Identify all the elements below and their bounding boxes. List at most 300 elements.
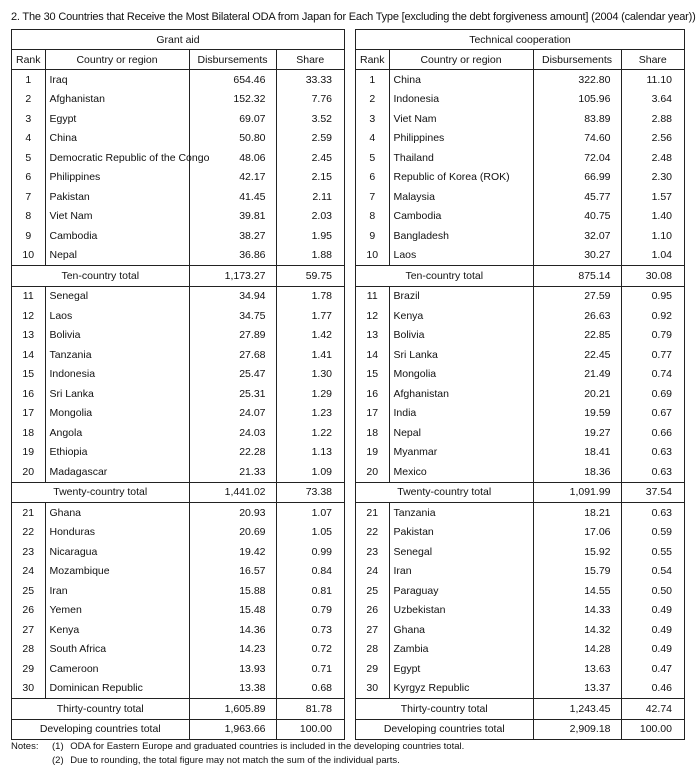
country-cell: Brazil (389, 286, 533, 306)
col-disbursements: Disbursements (533, 50, 621, 70)
disbursements-cell: 14.55 (533, 581, 621, 601)
table-row (356, 679, 684, 699)
share-cell: 1.09 (311, 465, 332, 478)
disbursements-cell: 25.47 (189, 365, 276, 385)
rank-cell: 3 (356, 109, 389, 129)
share-cell: 1.13 (311, 446, 332, 459)
grant-aid-heading: Grant aid (12, 30, 344, 50)
note-text: ODA for Eastern Europe and graduated countries is included in the developing countries total. (70, 741, 465, 752)
disbursements-cell: 16.57 (189, 562, 276, 582)
disbursements-cell: 19.59 (533, 404, 621, 424)
table-row (12, 423, 344, 443)
table-row (12, 226, 344, 246)
rank-cell: 13 (356, 326, 389, 346)
disbursements-cell: 50.80 (189, 129, 276, 149)
country-cell: Cameroon (45, 659, 189, 679)
disbursements-cell: 15.92 (533, 542, 621, 562)
country-cell: Madagascar (45, 462, 189, 482)
share-cell: 0.63 (651, 446, 672, 459)
rank-cell: 13 (12, 326, 45, 346)
share-cell: 2.59 (311, 132, 332, 145)
table-row (12, 581, 344, 601)
share-cell: 0.84 (311, 565, 332, 578)
share-cell: 0.68 (311, 682, 332, 695)
rank-cell: 1 (356, 70, 389, 90)
rank-cell: 4 (356, 129, 389, 149)
table-row (12, 620, 344, 640)
share-cell: 3.64 (651, 93, 672, 106)
table-row (356, 207, 684, 227)
disbursements-cell: 34.75 (189, 306, 276, 326)
col-rank: Rank (356, 50, 389, 70)
rank-cell: 20 (12, 462, 45, 482)
table-row (356, 620, 684, 640)
share-cell: 1.77 (311, 309, 332, 322)
share-cell: 2.56 (651, 132, 672, 145)
rank-cell: 21 (356, 503, 389, 523)
country-cell: China (45, 129, 189, 149)
table-row (356, 70, 684, 90)
total-disbursements: 1,173.27 (189, 266, 276, 287)
table-row (356, 345, 684, 365)
disbursements-cell: 14.36 (189, 620, 276, 640)
share-cell: 0.99 (311, 545, 332, 558)
country-cell: Ghana (389, 620, 533, 640)
table-row (356, 462, 684, 482)
country-cell: Senegal (389, 542, 533, 562)
table-row (356, 90, 684, 110)
share-cell: 11.10 (646, 73, 672, 86)
disbursements-cell: 15.48 (189, 601, 276, 621)
rank-cell: 29 (356, 659, 389, 679)
rank-cell: 17 (356, 404, 389, 424)
share-cell: 2.15 (311, 171, 332, 184)
disbursements-cell: 45.77 (533, 187, 621, 207)
country-cell: Pakistan (45, 187, 189, 207)
table-row (12, 384, 344, 404)
disbursements-cell: 69.07 (189, 109, 276, 129)
table-row (356, 109, 684, 129)
total-row-10 (12, 266, 344, 287)
table-row (12, 326, 344, 346)
country-cell: Cambodia (389, 207, 533, 227)
country-cell: Philippines (45, 168, 189, 188)
rank-cell: 2 (356, 90, 389, 110)
share-cell: 0.72 (311, 643, 332, 656)
table-row (12, 70, 344, 90)
table-row (356, 443, 684, 463)
disbursements-cell: 27.68 (189, 345, 276, 365)
rank-cell: 27 (356, 620, 389, 640)
table-row (12, 306, 344, 326)
total-label: Twenty-country total (12, 482, 189, 503)
share-cell: 1.07 (311, 506, 332, 519)
total-share: 73.38 (276, 482, 344, 503)
country-cell: Iran (389, 562, 533, 582)
rank-cell: 24 (12, 562, 45, 582)
table-row (356, 404, 684, 424)
table-row (12, 640, 344, 660)
country-cell: Sri Lanka (45, 384, 189, 404)
table-row (356, 226, 684, 246)
rank-cell: 27 (12, 620, 45, 640)
country-cell: Dominican Republic (45, 679, 189, 699)
rank-cell: 15 (12, 365, 45, 385)
total-share: 59.75 (276, 266, 344, 287)
disbursements-cell: 83.89 (533, 109, 621, 129)
rank-cell: 9 (12, 226, 45, 246)
share-cell: 2.03 (311, 210, 332, 223)
country-cell: Paraguay (389, 581, 533, 601)
table-row (356, 659, 684, 679)
col-rank: Rank (12, 50, 45, 70)
disbursements-cell: 66.99 (533, 168, 621, 188)
rank-cell: 20 (356, 462, 389, 482)
rank-cell: 17 (12, 404, 45, 424)
total-share: 30.08 (621, 266, 684, 287)
total-row-20 (356, 482, 684, 503)
table-row (12, 148, 344, 168)
share-cell: 1.41 (311, 348, 332, 361)
country-cell: Afghanistan (389, 384, 533, 404)
share-cell: 0.47 (651, 662, 672, 675)
disbursements-cell: 22.85 (533, 326, 621, 346)
share-cell: 0.79 (651, 329, 672, 342)
share-cell: 0.66 (651, 426, 672, 439)
share-cell: 1.57 (651, 190, 672, 203)
country-cell: Mozambique (45, 562, 189, 582)
country-cell: Ethiopia (45, 443, 189, 463)
table-row (356, 129, 684, 149)
disbursements-cell: 105.96 (533, 90, 621, 110)
rank-cell: 6 (356, 168, 389, 188)
page-title: 2. The 30 Countries that Receive the Most Bilateral ODA from Japan for Each Type [excluding the debt forgiveness amount] (2004 (calendar year)) (11, 11, 696, 23)
disbursements-cell: 48.06 (189, 148, 276, 168)
table-row (12, 462, 344, 482)
rank-cell: 9 (356, 226, 389, 246)
total-share: 100.00 (276, 719, 344, 739)
country-cell: Indonesia (45, 365, 189, 385)
share-cell: 1.10 (651, 229, 672, 242)
country-cell: Egypt (45, 109, 189, 129)
share-cell: 2.48 (651, 151, 672, 164)
rank-cell: 2 (12, 90, 45, 110)
table-row (356, 503, 684, 523)
country-cell: Sri Lanka (389, 345, 533, 365)
rank-cell: 10 (12, 246, 45, 266)
share-cell: 0.63 (651, 506, 672, 519)
disbursements-cell: 38.27 (189, 226, 276, 246)
total-label: Thirty-country total (356, 699, 533, 720)
share-cell: 0.73 (311, 623, 332, 636)
rank-cell: 5 (356, 148, 389, 168)
grant-aid-table (11, 29, 345, 740)
country-cell: Honduras (45, 523, 189, 543)
disbursements-cell: 22.28 (189, 443, 276, 463)
technical-cooperation-heading: Technical cooperation (356, 30, 684, 50)
rank-cell: 6 (12, 168, 45, 188)
table-row (356, 562, 684, 582)
table-row (12, 365, 344, 385)
country-cell: Bolivia (389, 326, 533, 346)
country-cell: Myanmar (389, 443, 533, 463)
table-row (356, 246, 684, 266)
rank-cell: 8 (356, 207, 389, 227)
share-cell: 0.81 (311, 584, 332, 597)
disbursements-cell: 39.81 (189, 207, 276, 227)
rank-cell: 19 (12, 443, 45, 463)
disbursements-cell: 20.93 (189, 503, 276, 523)
disbursements-cell: 21.33 (189, 462, 276, 482)
note-text: Due to rounding, the total figure may not match the sum of the individual parts. (70, 754, 400, 766)
share-cell: 1.42 (311, 329, 332, 342)
share-cell: 0.50 (651, 584, 672, 597)
share-cell: 0.67 (651, 407, 672, 420)
share-cell: 1.04 (651, 249, 672, 262)
rank-cell: 8 (12, 207, 45, 227)
total-share: 81.78 (276, 699, 344, 720)
country-cell: Indonesia (389, 90, 533, 110)
share-cell: 1.29 (311, 387, 332, 400)
country-cell: Republic of Korea (ROK) (389, 168, 533, 188)
disbursements-cell: 13.63 (533, 659, 621, 679)
country-cell: Afghanistan (45, 90, 189, 110)
disbursements-cell: 26.63 (533, 306, 621, 326)
table-row (356, 306, 684, 326)
country-cell: Uzbekistan (389, 601, 533, 621)
disbursements-cell: 15.79 (533, 562, 621, 582)
rank-cell: 29 (12, 659, 45, 679)
country-cell: Tanzania (45, 345, 189, 365)
country-cell: Angola (45, 423, 189, 443)
table-row (12, 345, 344, 365)
share-cell: 0.46 (651, 682, 672, 695)
rank-cell: 30 (12, 679, 45, 699)
disbursements-cell: 21.49 (533, 365, 621, 385)
total-share: 42.74 (621, 699, 684, 720)
country-cell: Mongolia (45, 404, 189, 424)
table-row (12, 246, 344, 266)
table-row (12, 207, 344, 227)
share-cell: 0.95 (651, 290, 672, 303)
share-cell: 0.49 (651, 604, 672, 617)
disbursements-cell: 27.59 (533, 286, 621, 306)
disbursements-cell: 24.07 (189, 404, 276, 424)
table-row (356, 384, 684, 404)
note-number: (2) (52, 754, 64, 766)
share-cell: 0.74 (651, 368, 672, 381)
disbursements-cell: 14.28 (533, 640, 621, 660)
share-cell: 0.59 (651, 526, 672, 539)
total-disbursements: 1,441.02 (189, 482, 276, 503)
total-label: Ten-country total (12, 266, 189, 287)
disbursements-cell: 32.07 (533, 226, 621, 246)
share-cell: 1.22 (311, 426, 332, 439)
disbursements-cell: 18.36 (533, 462, 621, 482)
share-cell: 2.30 (651, 171, 672, 184)
total-disbursements: 1,243.45 (533, 699, 621, 720)
country-cell: Laos (45, 306, 189, 326)
rank-cell: 1 (12, 70, 45, 90)
disbursements-cell: 74.60 (533, 129, 621, 149)
country-cell: Mexico (389, 462, 533, 482)
share-cell: 33.33 (305, 73, 332, 86)
notes (11, 740, 464, 767)
share-cell: 1.88 (311, 249, 332, 262)
share-cell: 0.55 (651, 545, 672, 558)
table-row (356, 286, 684, 306)
disbursements-cell: 19.27 (533, 423, 621, 443)
rank-cell: 21 (12, 503, 45, 523)
country-cell: Iran (45, 581, 189, 601)
table-row (12, 443, 344, 463)
disbursements-cell: 25.31 (189, 384, 276, 404)
table-row (12, 562, 344, 582)
disbursements-cell: 19.42 (189, 542, 276, 562)
disbursements-cell: 72.04 (533, 148, 621, 168)
disbursements-cell: 14.33 (533, 601, 621, 621)
rank-cell: 24 (356, 562, 389, 582)
share-cell: 1.05 (311, 526, 332, 539)
rank-cell: 16 (356, 384, 389, 404)
table-row (356, 640, 684, 660)
table-row (356, 581, 684, 601)
disbursements-cell: 14.23 (189, 640, 276, 660)
share-cell: 2.11 (312, 190, 332, 203)
table-row (356, 168, 684, 188)
disbursements-cell: 36.86 (189, 246, 276, 266)
table-row (356, 365, 684, 385)
table-row (12, 90, 344, 110)
rank-cell: 11 (356, 286, 389, 306)
country-cell: Senegal (45, 286, 189, 306)
total-share: 100.00 (621, 719, 684, 739)
disbursements-cell: 27.89 (189, 326, 276, 346)
country-cell: Philippines (389, 129, 533, 149)
total-label: Developing countries total (12, 719, 189, 739)
table-row (12, 187, 344, 207)
rank-cell: 7 (12, 187, 45, 207)
rank-cell: 12 (356, 306, 389, 326)
disbursements-cell: 654.46 (189, 70, 276, 90)
disbursements-cell: 34.94 (189, 286, 276, 306)
note-number: (1) (52, 741, 64, 752)
disbursements-cell: 20.69 (189, 523, 276, 543)
share-cell: 1.40 (651, 210, 672, 223)
disbursements-cell: 30.27 (533, 246, 621, 266)
col-share: Share (276, 50, 344, 70)
notes-label: Notes: (11, 741, 39, 752)
country-cell: South Africa (45, 640, 189, 660)
share-cell: 0.71 (311, 662, 332, 675)
rank-cell: 5 (12, 148, 45, 168)
country-cell: Yemen (45, 601, 189, 621)
total-label: Ten-country total (356, 266, 533, 287)
developing-total-row (12, 719, 344, 739)
total-label: Developing countries total (356, 719, 533, 739)
rank-cell: 30 (356, 679, 389, 699)
total-disbursements: 1,605.89 (189, 699, 276, 720)
disbursements-cell: 22.45 (533, 345, 621, 365)
country-cell: Bangladesh (389, 226, 533, 246)
disbursements-cell: 20.21 (533, 384, 621, 404)
disbursements-cell: 40.75 (533, 207, 621, 227)
rank-cell: 25 (356, 581, 389, 601)
col-share: Share (621, 50, 684, 70)
disbursements-cell: 14.32 (533, 620, 621, 640)
total-label: Twenty-country total (356, 482, 533, 503)
table-row (356, 542, 684, 562)
rank-cell: 7 (356, 187, 389, 207)
country-cell: Democratic Republic of the Congo (45, 148, 189, 168)
rank-cell: 18 (12, 423, 45, 443)
share-cell: 0.54 (651, 565, 672, 578)
share-cell: 0.77 (651, 348, 672, 361)
rank-cell: 14 (12, 345, 45, 365)
country-cell: Viet Nam (389, 109, 533, 129)
disbursements-cell: 13.37 (533, 679, 621, 699)
share-cell: 0.79 (311, 604, 332, 617)
table-row (12, 601, 344, 621)
rank-cell: 25 (12, 581, 45, 601)
country-cell: Cambodia (45, 226, 189, 246)
col-country: Country or region (45, 50, 189, 70)
disbursements-cell: 15.88 (189, 581, 276, 601)
table-row (356, 601, 684, 621)
rank-cell: 22 (356, 523, 389, 543)
rank-cell: 11 (12, 286, 45, 306)
share-cell: 2.88 (651, 112, 672, 125)
table-row (12, 286, 344, 306)
disbursements-cell: 18.41 (533, 443, 621, 463)
rank-cell: 12 (12, 306, 45, 326)
table-row (356, 423, 684, 443)
rank-cell: 28 (12, 640, 45, 660)
rank-cell: 4 (12, 129, 45, 149)
country-cell: Kenya (45, 620, 189, 640)
rank-cell: 3 (12, 109, 45, 129)
total-row-30 (12, 699, 344, 720)
table-row (12, 404, 344, 424)
table-row (356, 148, 684, 168)
country-cell: Laos (389, 246, 533, 266)
rank-cell: 18 (356, 423, 389, 443)
table-row (12, 659, 344, 679)
rank-cell: 23 (12, 542, 45, 562)
share-cell: 7.76 (311, 93, 332, 106)
disbursements-cell: 42.17 (189, 168, 276, 188)
disbursements-cell: 322.80 (533, 70, 621, 90)
rank-cell: 19 (356, 443, 389, 463)
share-cell: 1.95 (311, 229, 332, 242)
disbursements-cell: 17.06 (533, 523, 621, 543)
technical-cooperation-table (355, 29, 685, 740)
share-cell: 2.45 (311, 151, 332, 164)
table-row (356, 523, 684, 543)
country-cell: Nepal (45, 246, 189, 266)
table-row (12, 109, 344, 129)
country-cell: Malaysia (389, 187, 533, 207)
total-label: Thirty-country total (12, 699, 189, 720)
country-cell: Ghana (45, 503, 189, 523)
disbursements-cell: 152.32 (189, 90, 276, 110)
total-share: 37.54 (621, 482, 684, 503)
col-country: Country or region (389, 50, 533, 70)
table-row (356, 187, 684, 207)
country-cell: Thailand (389, 148, 533, 168)
share-cell: 1.78 (311, 290, 332, 303)
disbursements-cell: 13.93 (189, 659, 276, 679)
